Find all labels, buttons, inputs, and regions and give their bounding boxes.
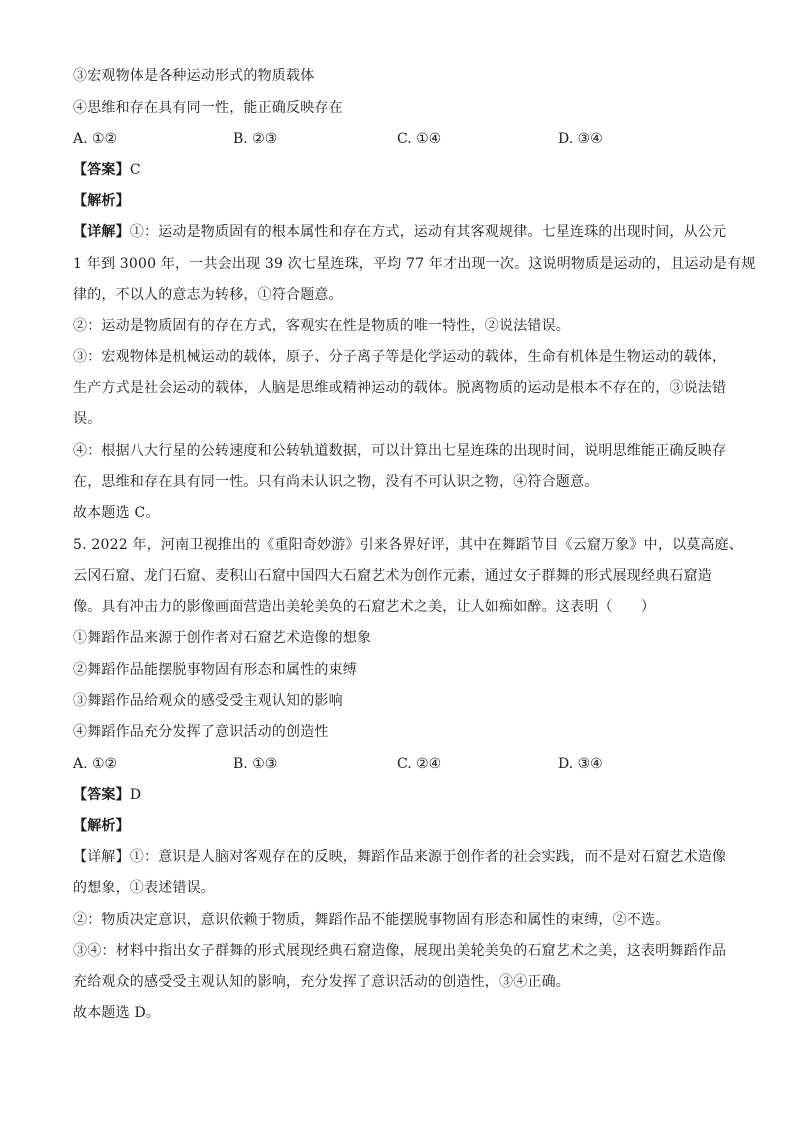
answer-label: 【答案】 <box>73 162 130 178</box>
option-d: D. ③④ <box>558 756 603 772</box>
answer-value: D <box>129 787 142 803</box>
question-5-stem-2: 云冈石窟、龙门石窟、麦积山石窟中国四大石窟艺术为创作元素，通过女子群舞的形式展现经典石窟造 <box>73 568 712 584</box>
detail-line-q4-9: 在，思维和存在具有同一性。只有尚未认识之物，没有不可认识之物，④符合题意。 <box>73 474 599 490</box>
detail-line-q5-3: ②：物质决定意识，意识依赖于物质，舞蹈作品不能摆脱事物固有形态和属性的束缚，②不选。 <box>73 912 670 928</box>
answer-value: C <box>129 162 141 178</box>
detail-line-q4-2: 1 年到 3000 年，一共会出现 39 次七星连珠，平均 77 年才出现一次。这说明物质是运动的，且运动是有规 <box>73 256 756 272</box>
statement-3: ③宏观物体是各种运动形式的物质载体 <box>73 68 315 84</box>
option-b: B. ①③ <box>233 756 278 772</box>
answer-line-q4 <box>73 160 721 180</box>
detail-line-q5-1 <box>73 847 727 867</box>
detail-line-q5-2: 的想象，①表述错误。 <box>73 880 215 896</box>
statement-q5-3: ③舞蹈作品给观众的感受受主观认知的影响 <box>73 693 343 709</box>
option-c: C. ②④ <box>397 756 442 772</box>
detail-text: ①：运动是物质固有的根本属性和存在方式，运动有其客观规律。七星连珠的出现时间，从公元 <box>129 224 727 240</box>
option-a: A. ①② <box>73 131 118 147</box>
detail-line-q4-4: ②：运动是物质固有的存在方式，客观实在性是物质的唯一特性，②说法错误。 <box>73 318 570 334</box>
detail-line-q4-6: 生产方式是社会运动的载体，人脑是思维或精神运动的载体。脱离物质的运动是根本不存在的，③说法错 <box>73 380 727 396</box>
statement-4: ④思维和存在具有同一性，能正确反映存在 <box>73 100 343 116</box>
detail-line-q5-5: 充给观众的感受受主观认知的影响，充分发挥了意识活动的创造性，③④正确。 <box>73 974 570 990</box>
question-5-stem-1: 5. 2022 年，河南卫视推出的《重阳奇妙游》引来各界好评，其中在舞蹈节目《云窟万象》中，以莫高庭、 <box>73 537 744 553</box>
detail-line-q4-7: 误。 <box>73 411 102 427</box>
detail-line-q4-5: ③：宏观物体是机械运动的载体，原子、分子离子等是化学运动的载体，生命有机体是生物运动的载体， <box>73 349 727 365</box>
detail-line-q5-4: ③④：材料中指出女子群舞的形式展现经典石窟造像，展现出美轮美奂的石窟艺术之美，这表明舞蹈作品 <box>73 943 727 959</box>
detail-text: ①：意识是人脑对客观存在的反映，舞蹈作品来源于创作者的社会实践，而不是对石窟艺术造像 <box>129 849 727 865</box>
detail-line-q4-3: 律的，不以人的意志为转移，①符合题意。 <box>73 287 343 303</box>
answer-label: 【答案】 <box>73 787 130 803</box>
question-5-stem-3: 像。具有冲击力的影像画面营造出美轮美奂的石窟艺术之美，让人如痴如醉。这表明（ ） <box>73 599 656 615</box>
conclusion-q5: 故本题选 D。 <box>73 1005 161 1021</box>
statement-q5-2: ②舞蹈作品能摆脱事物固有形态和属性的束缚 <box>73 662 357 678</box>
detail-label: 【详解】 <box>73 849 130 865</box>
conclusion-q4: 故本题选 C。 <box>73 505 160 521</box>
detail-line-q4-8: ④：根据八大行星的公转速度和公转轨道数据，可以计算出七星连珠的出现时间，说明思维能正确反映存 <box>73 443 727 459</box>
analysis-label-q5: 【解析】 <box>73 818 130 834</box>
statement-q5-1: ①舞蹈作品来源于创作者对石窟艺术造像的想象 <box>73 630 372 646</box>
option-c: C. ①④ <box>397 131 442 147</box>
answer-line-q5 <box>73 785 721 805</box>
detail-label: 【详解】 <box>73 224 130 240</box>
option-b: B. ②③ <box>233 131 278 147</box>
analysis-label-q4: 【解析】 <box>73 193 130 209</box>
option-a: A. ①② <box>73 756 118 772</box>
statement-q5-4: ④舞蹈作品充分发挥了意识活动的创造性 <box>73 724 329 740</box>
detail-line-q4-1 <box>73 222 727 242</box>
option-d: D. ③④ <box>558 131 603 147</box>
